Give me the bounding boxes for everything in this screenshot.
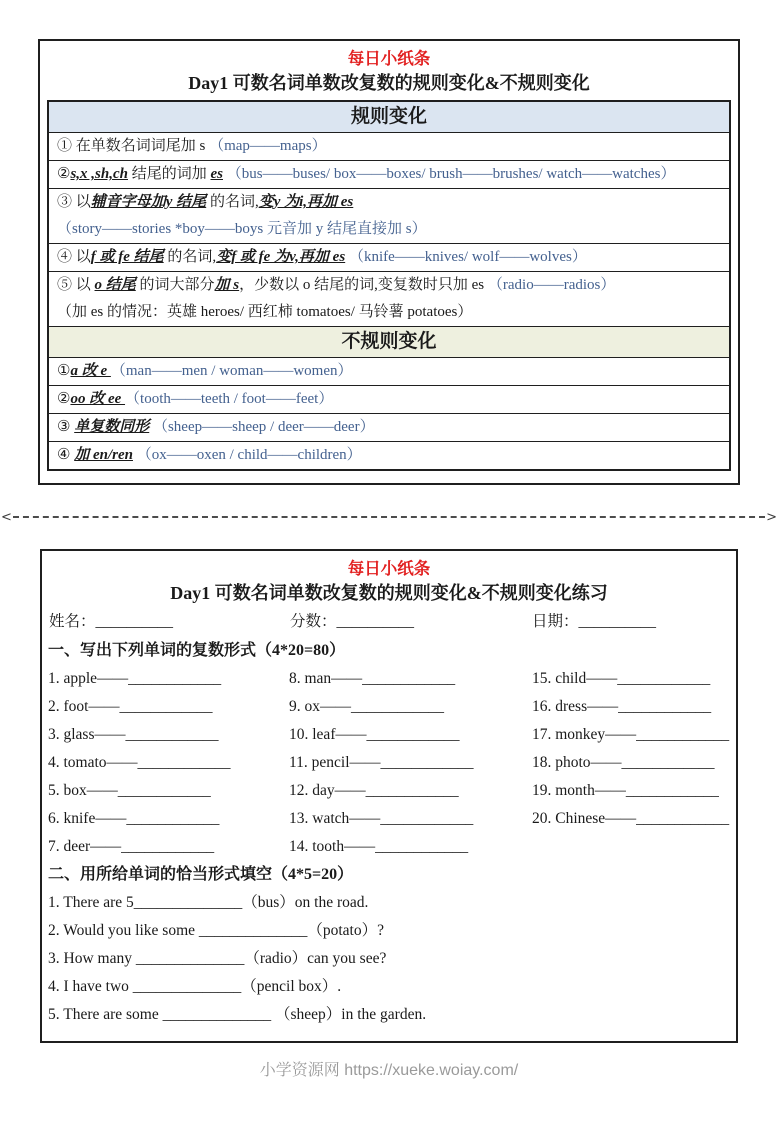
word-blank-item: 6. knife——____________ [48,810,220,827]
section2-heading: 二、用所给单词的恰当形式填空（4*5=20） [48,866,354,883]
word-blank-item: 2. foot——____________ [48,698,213,715]
rule-row: ⑤ 以 o 结尾 的词大部分加 s，少数以 o 结尾的词,变复数时只加 es （radio——radios） （加 es 的情况：英雄 heroes/ 西红柿 tomatoes/ 马铃薯 potatoes） [49,272,729,327]
rules-card-title: Day1 可数名词单数改复数的规则变化&不规则变化 [188,73,590,93]
regular-section-header: 规则变化 [49,102,729,133]
regular-rules-rows [49,133,729,327]
student-info-fields [48,607,730,637]
irregular-rules-rows [49,358,729,469]
word-column-1 [48,665,289,861]
fill-in-sentence: 5. There are some ______________ （sheep）in the garden. [48,1006,427,1023]
word-blank-item: 18. photo——____________ [532,754,715,771]
rule-row: ① 在单数名词词尾加 s （map——maps） [49,133,729,161]
word-blank-item: 7. deer——____________ [48,838,215,855]
rule-row: ③ 以辅音字母加y 结尾 的名词,变y 为i,再加 es （story——stories *boy——boys 元音加 y 结尾直接加 s） [49,189,729,244]
section1-heading: 一、写出下列单词的复数形式（4*20=80） [48,642,346,659]
rule-row: ②oo 改 ee （tooth——teeth / foot——feet） [49,386,729,414]
word-blank-item: 14. tooth——____________ [289,838,469,855]
info-field: 日期：__________ [532,613,657,630]
word-blank-item: 12. day——____________ [289,782,459,799]
word-blank-item: 3. glass——____________ [48,726,219,743]
word-blank-item: 20. Chinese——____________ [532,810,730,827]
word-blank-item: 8. man——____________ [289,670,456,687]
word-blank-item: 5. box——____________ [48,782,211,799]
exercise-card-title: Day1 可数名词单数改复数的规则变化&不规则变化练习 [170,583,608,603]
exercise-card [40,549,738,1043]
word-blank-item: 16. dress——____________ [532,698,712,715]
info-field: 分数：__________ [290,613,415,630]
word-blank-item: 15. child——____________ [532,670,711,687]
word-blank-item: 4. tomato——____________ [48,754,231,771]
rule-row: ③ 单复数同形 （sheep——sheep / deer——deer） [49,414,729,442]
info-field: 姓名：__________ [49,613,174,630]
brand-title: 每日小纸条 [347,49,431,68]
word-blank-item: 10. leaf——____________ [289,726,460,743]
word-blank-item: 1. apple——____________ [48,670,222,687]
word-blank-item: 9. ox——____________ [289,698,444,715]
fill-in-sentences [48,889,730,1029]
word-blank-item: 13. watch——____________ [289,810,474,827]
irregular-section-header: 不规则变化 [49,327,729,358]
plural-word-list [48,665,730,861]
cut-line-dashes [13,516,765,518]
fill-in-sentence: 4. I have two ______________（pencil box）. [48,978,342,995]
rule-row: ②s,x ,sh,ch 结尾的词加 es （bus——buses/ box——boxes/ brush——brushes/ watch——watches） [49,161,729,189]
rule-row: ④ 以f 或 fe 结尾 的名词,变f 或 fe 为v,再加 es （knife——knives/ wolf——wolves） [49,244,729,272]
fill-in-sentence: 3. How many ______________（radio）can you see? [48,950,387,967]
rules-card [38,39,740,485]
cut-line [0,485,778,549]
word-column-2 [289,665,532,861]
word-blank-item: 17. monkey——____________ [532,726,730,743]
cut-line-left-arrow-icon: < [1,509,12,525]
rule-row: ④ 加 en/ren （ox——oxen / child——children） [57,447,362,463]
word-blank-item: 11. pencil——____________ [289,754,474,771]
fill-in-sentence: 2. Would you like some ______________（potato）? [48,922,384,939]
brand-title: 每日小纸条 [347,559,431,578]
cut-line-right-arrow-icon: > [766,509,777,525]
word-blank-item: 19. month——____________ [532,782,719,799]
fill-in-sentence: 1. There are 5______________（bus）on the road. [48,894,369,911]
rule-row: ①a 改 e （man——men / woman——women） [49,358,729,386]
rules-table [47,100,731,471]
word-column-3 [532,665,730,861]
source-watermark: 小学资源网 https://xueke.woiay.com/ [259,1062,519,1079]
